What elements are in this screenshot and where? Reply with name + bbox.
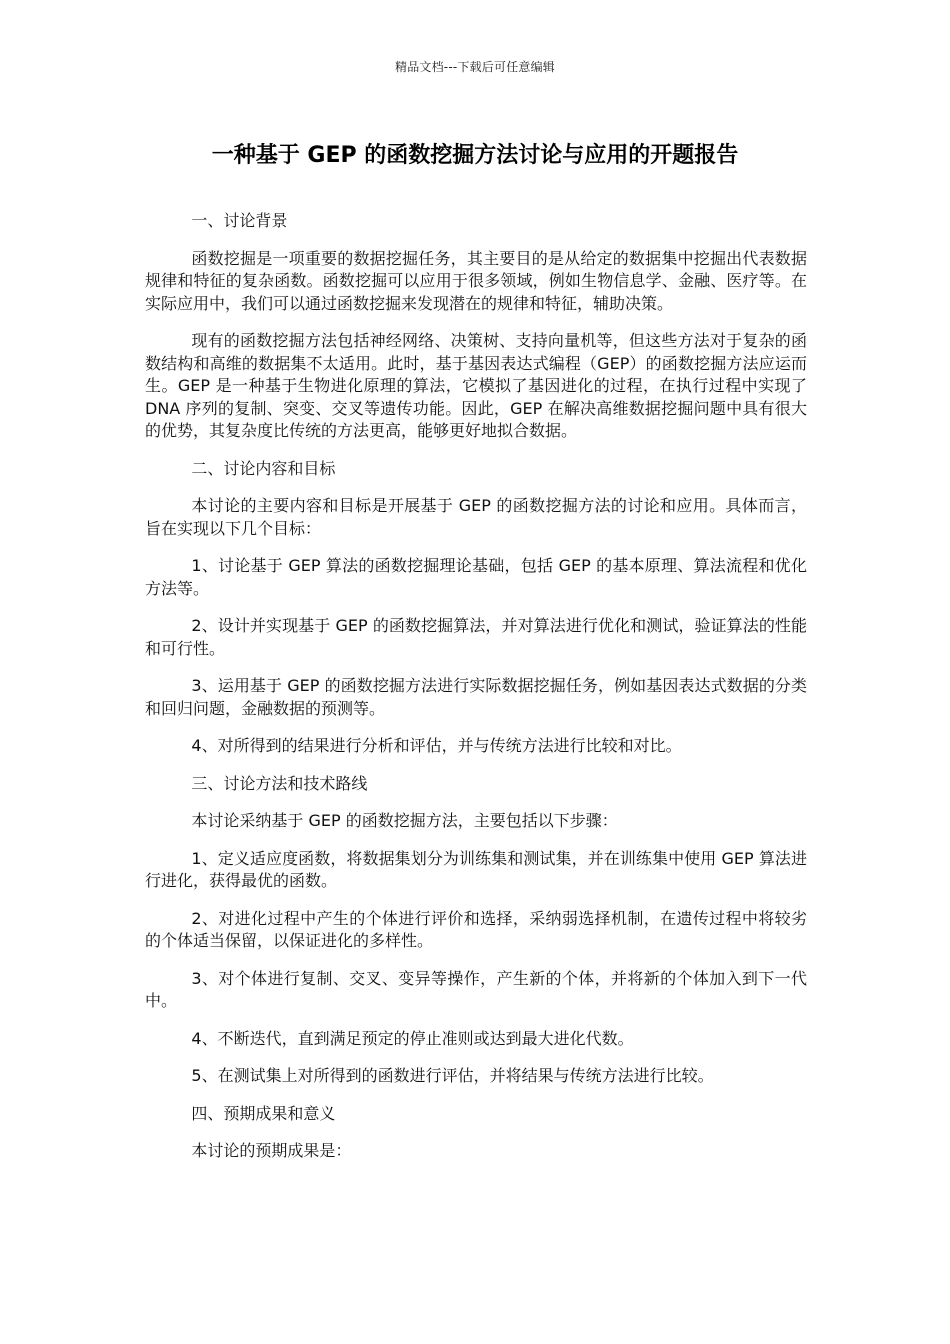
section-heading-background: 一、讨论背景 [191, 211, 288, 230]
step-item: 1、定义适应度函数，将数据集划分为训练集和测试集，并在训练集中使用 GEP 算法进行进化，获得最优的函数。 [145, 848, 807, 890]
paragraph: 本讨论的主要内容和目标是开展基于 GEP 的函数挖掘方法的讨论和应用。具体而言，旨在实现以下几个目标： [145, 496, 807, 538]
goal-item: 1、讨论基于 GEP 算法的函数挖掘理论基础，包括 GEP 的基本原理、算法流程和优化方法等。 [145, 556, 807, 598]
document-title: 一种基于 GEP 的函数挖掘方法讨论与应用的开题报告 [211, 143, 739, 168]
paragraph: 现有的函数挖掘方法包括神经网络、决策树、支持向量机等，但这些方法对于复杂的函数结构和高维的数据集不太适用。此时，基于基因表达式编程（GEP）的函数挖掘方法应运而生。GEP 是一种基于生物进化原理的算法，它模拟了基因进化的过程，在执行过程中实现了 DNA 序列的复制、突变、交叉等遗传功能。因此，GEP 在解决高维数据挖掘问题中具有很大的优势，其复杂度比传统的方法更高，能够更好地拟合数据。 [145, 331, 807, 440]
section-heading-expected-results: 四、预期成果和意义 [191, 1103, 336, 1123]
section-heading-content-goals: 二、讨论内容和目标 [191, 458, 336, 478]
goal-item: 2、设计并实现基于 GEP 的函数挖掘算法，并对算法进行优化和测试，验证算法的性能和可行性。 [145, 616, 807, 658]
step-item: 4、不断迭代，直到满足预定的停止准则或达到最大进化代数。 [191, 1028, 634, 1048]
header-note: 精品文档---下载后可任意编辑 [395, 60, 555, 74]
section-heading-methods: 三、讨论方法和技术路线 [191, 773, 368, 793]
paragraph: 本讨论的预期成果是： [191, 1141, 352, 1160]
step-item: 3、对个体进行复制、交叉、变异等操作，产生新的个体，并将新的个体加入到下一代中。 [145, 968, 807, 1010]
step-item: 2、对进化过程中产生的个体进行评价和选择，采纳弱选择机制，在遗传过程中将较劣的个体适当保留，以保证进化的多样性。 [145, 908, 807, 950]
goal-item: 4、对所得到的结果进行分析和评估，并与传统方法进行比较和对比。 [191, 736, 682, 755]
step-item: 5、在测试集上对所得到的函数进行评估，并将结果与传统方法进行比较。 [191, 1066, 714, 1085]
paragraph: 本讨论采纳基于 GEP 的函数挖掘方法，主要包括以下步骤： [191, 811, 618, 830]
paragraph: 函数挖掘是一项重要的数据挖掘任务，其主要目的是从给定的数据集中挖掘出代表数据规律和特征的复杂函数。函数挖掘可以应用于很多领域，例如生物信息学、金融、医疗等。在实际应用中，我们可以通过函数挖掘来发现潜在的规律和特征，辅助决策。 [145, 248, 807, 313]
document-body [145, 210, 807, 1178]
goal-item: 3、运用基于 GEP 的函数挖掘方法进行实际数据挖掘任务，例如基因表达式数据的分类和回归问题，金融数据的预测等。 [145, 676, 807, 718]
